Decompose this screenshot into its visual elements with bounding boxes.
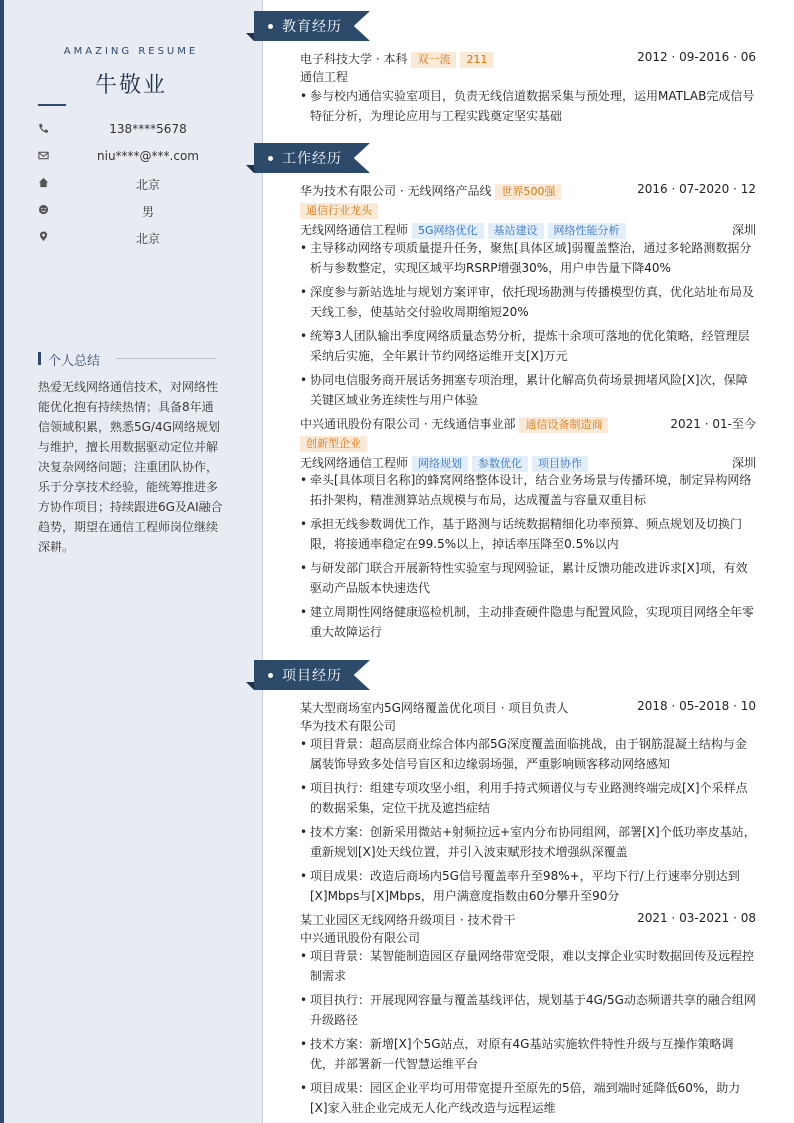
contact-phone: [38, 120, 238, 140]
contact-location-value: 北京: [135, 232, 160, 246]
work-tag: 创新型企业: [300, 436, 367, 452]
main-content: [262, 0, 794, 1123]
phone-icon: [38, 123, 50, 135]
list-item: • 深度参与新站选址与规划方案评审，依托现场勘测与传播模型仿真，优化站址布局及天线工参，使基站交付验收周期缩短20%: [300, 285, 755, 319]
list-item: • 与研发部门联合开展新特性实验室与现网验证，累计反馈功能改进诉求[X]项，有效驱动产品版本快速迭代: [300, 561, 748, 595]
work-city: 深圳: [731, 223, 756, 237]
list-item: • 统筹3人团队输出季度网络质量态势分析，提炼十余项可落地的优化策略，经管理层采纳后实施，全年累计节约网络运维开支[X]万元: [300, 329, 750, 363]
resume-tagline: AMAZING RESUME: [63, 46, 199, 57]
section-header-dot: [268, 156, 273, 161]
contact-email-value: niu****@***.com: [97, 149, 199, 163]
list-item: • 项目背景：某智能制造园区存量网络带宽受限，难以支撑企业实时数据回传及远程控制需求: [300, 949, 755, 983]
skill-tag: 基站建设: [488, 223, 544, 239]
list-item: • 主导移动网络专项质量提升任务，聚焦[具体区域]弱覆盖整治，通过多轮路测数据分析与参数整定，实现区域平均RSRP增强30%，用户申告量下降40%: [300, 241, 752, 275]
section-header-work: [254, 143, 384, 173]
skill-tag: 参数优化: [472, 456, 528, 472]
work-date: 2021 · 01-至今: [670, 417, 756, 431]
list-item: • 项目成果：改造后商场内5G信号覆盖率升至98%+，平均下行/上行速率分别达到[X]Mbps与[X]Mbps，用户满意度指数由60分攀升至90分: [300, 869, 740, 903]
list-item: • 牵头[具体项目名称]的蜂窝网络整体设计，结合业务场景与传播环境，制定异构网络拓扑架构，精准测算站点规模与布局，达成覆盖与容量双重目标: [300, 473, 752, 507]
education-header: [300, 50, 756, 68]
list-item: • 项目执行：组建专项攻坚小组，利用手持式频谱仪与专业路测终端完成[X]个采样点的数据采集，定位干扰及遮挡症结: [300, 781, 748, 815]
list-item: • 技术方案：创新采用微站+射频拉远+室内分布协同组网，部署[X]个低功率皮基站，重新规划[X]处天线位置，并引入波束赋形技术增强纵深覆盖: [300, 825, 756, 859]
summary-heading-rule: [116, 358, 216, 359]
list-item: • 协同电信服务商开展话务拥塞专项治理，累计化解高负荷场景拥堵风险[X]次，保障关键区域业务连续性与用户体验: [300, 373, 748, 407]
section-header-fold: [246, 165, 254, 173]
work-company: 中兴通讯股份有限公司 · 无线通信事业部: [300, 417, 516, 431]
list-item: • 建立周期性网络健康巡检机制，主动排查硬件隐患与配置风险，实现项目网络全年零重大故障运行: [300, 605, 755, 639]
work-company: 华为技术有限公司 · 无线网络产品线: [300, 184, 492, 198]
skill-tag: 网络性能分析: [548, 223, 626, 239]
section-header-fold: [246, 33, 254, 41]
work-2-header: [300, 415, 756, 433]
section-header-projects: [254, 660, 384, 690]
gender-icon: [38, 204, 50, 216]
education-tag: 211: [460, 52, 493, 68]
mail-icon: [38, 150, 50, 162]
name-divider: [38, 104, 66, 106]
list-item: • 参与校内通信实验室项目，负责无线信道数据采集与预处理，运用MATLAB完成信号特征分析，为理论应用与工程实践奠定坚实基础: [300, 89, 755, 123]
section-header-dot: [268, 673, 273, 678]
contact-location: [38, 228, 238, 248]
work-1-role-row: [300, 221, 756, 239]
project-company: 华为技术有限公司: [300, 719, 397, 733]
work-tag: 通信行业龙头: [300, 203, 378, 219]
work-role: 无线网络通信工程师: [300, 456, 409, 470]
sidebar: [0, 0, 263, 1123]
work-1-header: [300, 182, 756, 200]
work-2-tag-row: [300, 436, 756, 454]
skill-tag: 网络规划: [412, 456, 468, 472]
contact-residence-value: 北京: [135, 178, 160, 192]
education-date: 2012 · 09-2016 · 06: [637, 50, 756, 64]
project-2-header: [300, 911, 756, 929]
work-city: 深圳: [731, 456, 756, 470]
list-item: • 技术方案：新增[X]个5G站点，对原有4G基站实施软件特性升级与互操作策略调优，并部署新一代智慧运维平台: [300, 1037, 734, 1071]
summary-title: 个人总结: [48, 354, 101, 369]
work-date: 2016 · 07-2020 · 12: [637, 182, 756, 196]
candidate-name: 牛敬业: [94, 73, 167, 98]
project-date: 2021 · 03-2021 · 08: [637, 911, 756, 925]
contact-email: [38, 147, 238, 167]
sidebar-accent-bar: [0, 0, 4, 1123]
section-title-projects: 项目经历: [282, 668, 342, 684]
work-tag: 世界500强: [495, 184, 561, 200]
list-item: • 承担无线参数调优工作，基于路测与话统数据精细化功率预算、频点规划及切换门限，将接通率稳定在99.5%以上，掉话率压降至0.5%以内: [300, 517, 743, 551]
education-tag: 双一流: [411, 52, 456, 68]
section-header-dot: [268, 24, 273, 29]
section-header-education: [254, 11, 384, 41]
list-item: • 项目成果：园区企业平均可用带宽提升至原先的5倍，端到端时延降低60%，助力[X]家入驻企业完成无人化产线改造与远程运维: [300, 1081, 741, 1115]
project-date: 2018 · 05-2018 · 10: [637, 699, 756, 713]
contact-residence: [38, 174, 238, 194]
project-title: 某工业园区无线网络升级项目 · 技术骨干: [300, 913, 516, 927]
list-item: • 项目执行：开展现网容量与覆盖基线评估，规划基于4G/5G动态频谱共享的融合组网升级路径: [300, 993, 756, 1027]
skill-tag: 项目协作: [532, 456, 588, 472]
contact-gender: [38, 201, 238, 221]
contact-gender-value: 男: [141, 205, 154, 219]
section-header-fold: [246, 682, 254, 690]
work-1-tag-row: [300, 203, 756, 221]
education-school: 电子科技大学 · 本科: [300, 52, 408, 66]
location-icon: [38, 231, 50, 243]
work-tag: 通信设备制造商: [519, 417, 608, 433]
summary-text: 热爱无线网络通信技术，对网络性能优化抱有持续热情；具备8年通信领域积累，熟悉5G/4G网络规划与维护，擅长用数据驱动定位并解决复杂网络问题；注重团队协作，乐于分享技术经验，能统筹推进多方协作项目；持续跟进6G及AI融合趋势，期望在通信工程师岗位继续深耕。: [38, 380, 223, 554]
education-major: 通信工程: [300, 70, 349, 84]
project-1-header: [300, 699, 756, 717]
section-title-work: 工作经历: [282, 151, 342, 167]
project-title: 某大型商场室内5G网络覆盖优化项目 · 项目负责人: [300, 701, 569, 715]
list-item: • 项目背景：超高层商业综合体内部5G深度覆盖面临挑战，由于钢筋混凝土结构与金属装饰导致多处信号盲区和边缘弱场强，严重影响顾客移动网络感知: [300, 737, 747, 771]
section-title-education: 教育经历: [282, 19, 342, 35]
home-icon: [38, 177, 50, 189]
project-company: 中兴通讯股份有限公司: [300, 931, 421, 945]
summary-heading: [38, 350, 228, 368]
contact-phone-value: 138****5678: [109, 122, 187, 136]
summary-heading-bar: [38, 352, 41, 365]
work-role: 无线网络通信工程师: [300, 223, 409, 237]
skill-tag: 5G网络优化: [412, 223, 484, 239]
